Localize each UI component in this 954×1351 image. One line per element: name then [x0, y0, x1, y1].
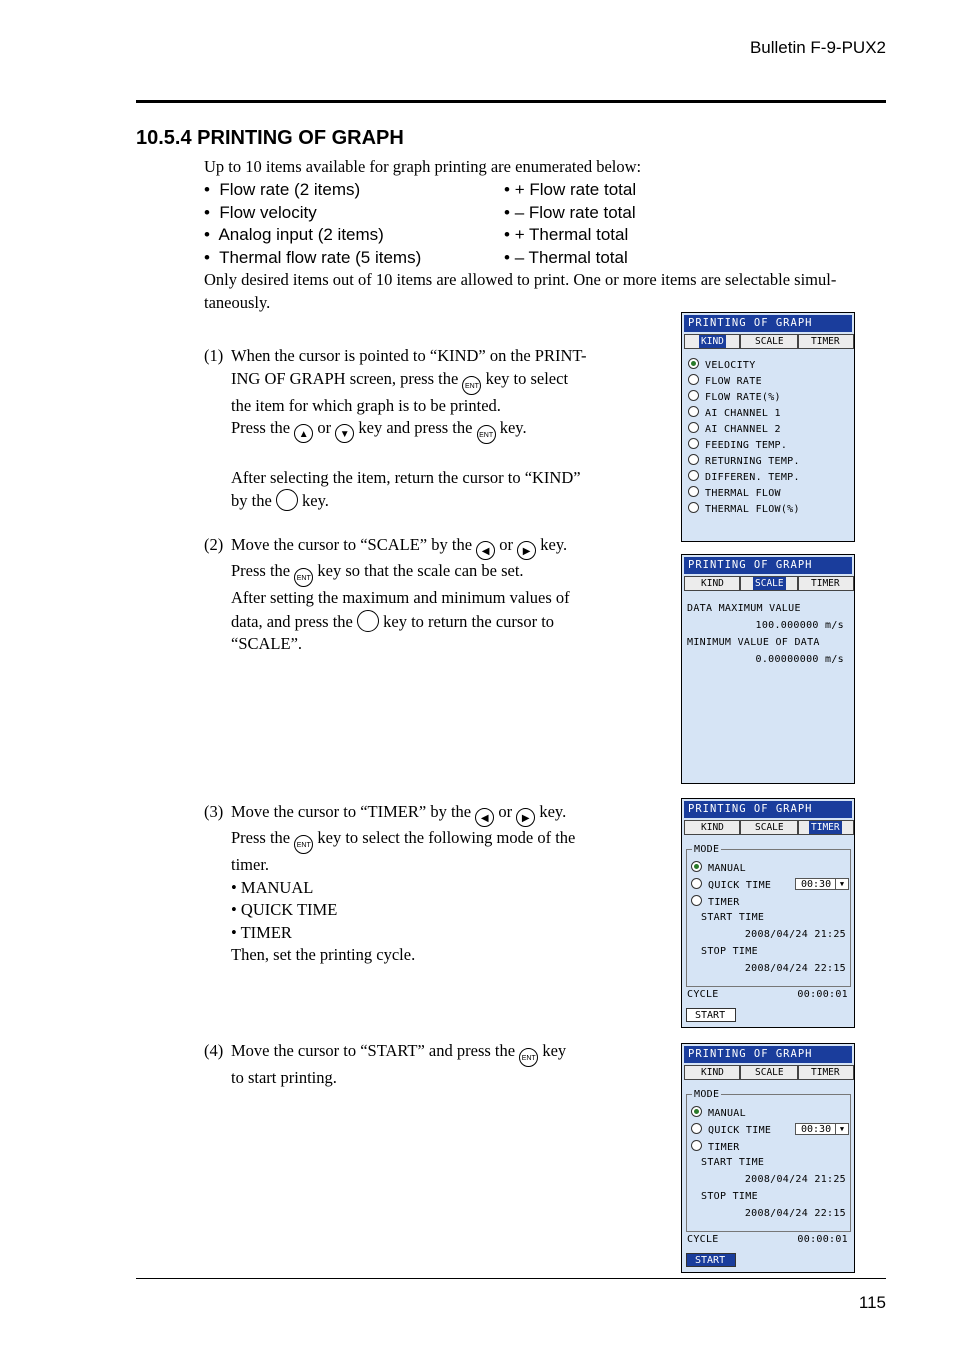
tab-scale[interactable]: SCALE: [740, 1065, 798, 1080]
list-item: • – Thermal total: [504, 247, 628, 267]
list-item: • Analog input (2 items): [204, 225, 384, 244]
stop-time-label: STOP TIME: [701, 946, 758, 957]
right-key-icon: ▶: [517, 541, 536, 560]
down-key-icon: ▼: [335, 424, 354, 443]
mode-group: [686, 844, 851, 987]
radio-icon: [688, 390, 699, 401]
quick-time-select[interactable]: 00:30 ▼: [795, 878, 849, 890]
kind-option[interactable]: [688, 470, 800, 486]
kind-option[interactable]: [688, 358, 800, 374]
ent-key-icon: ENT: [519, 1048, 538, 1067]
tab-timer[interactable]: TIMER: [798, 1065, 854, 1080]
ent-key-icon: ENT: [462, 376, 481, 395]
stop-time-value[interactable]: 2008/04/24 22:15: [744, 1208, 846, 1219]
mode-manual-option[interactable]: MANUAL: [691, 861, 746, 874]
screen-tabs: [684, 334, 852, 349]
up-key-icon: ▲: [294, 424, 313, 443]
tab-timer[interactable]: TIMER: [798, 820, 854, 835]
kind-option-label: AI CHANNEL 2: [705, 424, 781, 435]
ent-key-icon: ENT: [477, 425, 496, 444]
radio-icon: [691, 1123, 702, 1134]
left-key-icon: ◀: [475, 808, 494, 827]
start-time-value[interactable]: 2008/04/24 21:25: [744, 929, 846, 940]
section-heading: 10.5.4 PRINTING OF GRAPH: [136, 127, 404, 149]
kind-option[interactable]: [688, 486, 800, 502]
radio-selected-icon: [688, 358, 699, 369]
radio-icon: [691, 895, 702, 906]
tab-timer[interactable]: TIMER: [798, 334, 854, 349]
selection-note: Only desired items out of 10 items are allowed to print. One or more items are selectable simul- taneously.: [204, 270, 837, 312]
tab-scale[interactable]: SCALE: [740, 820, 798, 835]
start-time-label: START TIME: [701, 1157, 765, 1168]
kind-option[interactable]: [688, 390, 800, 406]
ent-key-icon: ENT: [294, 568, 313, 587]
screen-scale: [681, 554, 855, 784]
start-time-label: START TIME: [701, 912, 765, 923]
screen-title: PRINTING OF GRAPH: [684, 801, 852, 818]
list-item: • Flow velocity: [204, 202, 317, 222]
list-item: • Flow rate (2 items): [204, 180, 361, 199]
radio-icon: [688, 486, 699, 497]
kind-option-label: RETURNING TEMP.: [705, 456, 800, 467]
mode-timer-option[interactable]: TIMER: [691, 895, 740, 908]
mode-group: [686, 1089, 851, 1232]
tab-kind[interactable]: KIND: [684, 1065, 740, 1080]
screen-tabs: [684, 1065, 852, 1080]
kind-option[interactable]: [688, 502, 800, 518]
radio-icon: [688, 374, 699, 385]
stop-time-value[interactable]: 2008/04/24 22:15: [744, 963, 846, 974]
tab-timer[interactable]: TIMER: [798, 576, 854, 591]
mode-quick-option[interactable]: QUICK TIME: [691, 878, 771, 891]
radio-icon: [688, 470, 699, 481]
mode-manual-option[interactable]: MANUAL: [691, 1106, 746, 1119]
radio-selected-icon: [691, 861, 702, 872]
radio-icon: [691, 1140, 702, 1151]
chevron-down-icon: ▼: [835, 879, 848, 889]
tab-scale[interactable]: SCALE: [740, 334, 798, 349]
bottom-rule: [136, 1278, 886, 1279]
data-min-value[interactable]: 0.00000000 m/s: [755, 654, 844, 665]
blank-key-icon: [357, 610, 379, 632]
step-3: (3) Move the cursor to “TIMER” by the ◀ or ▶ key. Press the ENT key to select the following mode of the timer. • MANUAL • QUICK TIME • TIMER Then, set the printing cycle.: [204, 802, 576, 964]
radio-icon: [688, 406, 699, 417]
items-right-list: [504, 179, 636, 269]
radio-icon: [688, 422, 699, 433]
kind-option[interactable]: [688, 422, 800, 438]
start-button[interactable]: START: [686, 1253, 736, 1267]
mode-label: MODE: [694, 844, 720, 855]
screen-start: [681, 1043, 855, 1273]
tab-kind[interactable]: KIND: [684, 576, 740, 591]
ent-key-icon: ENT: [294, 835, 313, 854]
cycle-value[interactable]: 00:00:01: [797, 1234, 848, 1245]
start-button[interactable]: START: [686, 1008, 736, 1022]
cycle-label: CYCLE: [687, 989, 719, 1000]
kind-option-label: FEEDING TEMP.: [705, 440, 788, 451]
screen-tabs: [684, 820, 852, 835]
kind-option[interactable]: [688, 438, 800, 454]
blank-key-icon: [276, 489, 298, 511]
quick-time-select[interactable]: 00:30 ▼: [795, 1123, 849, 1135]
list-item: • + Thermal total: [504, 225, 629, 244]
kind-option-label: DIFFEREN. TEMP.: [705, 472, 800, 483]
kind-option[interactable]: [688, 454, 800, 470]
kind-option-label: THERMAL FLOW(%): [705, 504, 800, 515]
screen-kind: [681, 312, 855, 542]
screen-title: PRINTING OF GRAPH: [684, 557, 852, 574]
screen-tabs: [684, 576, 852, 591]
cycle-label: CYCLE: [687, 1234, 719, 1245]
step-2: (2) Move the cursor to “SCALE” by the ◀ or ▶ key. Press the ENT key so that the scale can be set. After setting the maximum and minimum values of data, and press the key to return the cursor to “SCALE”.: [204, 535, 570, 653]
step-1: (1) When the cursor is pointed to “KIND” on the PRINT- ING OF GRAPH screen, press the ENT key to select the item for which graph is to be printed. Press the ▲ or ▼ key and press the ENT key. After selecting the item, return the cursor to “KIND” by the key.: [204, 346, 587, 510]
step-4: (4) Move the cursor to “START” and press the ENT key to start printing.: [204, 1041, 567, 1087]
list-item: • + Flow rate total: [504, 180, 637, 199]
radio-icon: [691, 878, 702, 889]
kind-option[interactable]: [688, 374, 800, 390]
kind-option-label: THERMAL FLOW: [705, 488, 781, 499]
left-key-icon: ◀: [476, 541, 495, 560]
kind-option[interactable]: [688, 406, 800, 422]
radio-icon: [688, 502, 699, 513]
radio-selected-icon: [691, 1106, 702, 1117]
kind-option-label: FLOW RATE: [705, 376, 762, 387]
cycle-value[interactable]: 00:00:01: [797, 989, 848, 1000]
data-max-label: DATA MAXIMUM VALUE: [687, 603, 801, 614]
chevron-down-icon: ▼: [835, 1124, 848, 1134]
list-item: • Thermal flow rate (5 items): [204, 247, 422, 267]
tab-scale[interactable]: SCALE: [740, 576, 798, 591]
mode-label: MODE: [694, 1089, 720, 1100]
mode-quick-option[interactable]: QUICK TIME: [691, 1123, 771, 1136]
right-key-icon: ▶: [516, 808, 535, 827]
bulletin-id: Bulletin F-9-PUX2: [749, 38, 886, 57]
list-item: • – Flow rate total: [504, 202, 636, 222]
kind-option-label: AI CHANNEL 1: [705, 408, 781, 419]
start-time-value[interactable]: 2008/04/24 21:25: [744, 1174, 846, 1185]
page-number: 115: [858, 1293, 886, 1312]
items-left-list: [204, 179, 421, 269]
data-min-label: MINIMUM VALUE OF DATA: [687, 637, 820, 648]
mode-timer-option[interactable]: TIMER: [691, 1140, 740, 1153]
screen-timer: [681, 798, 855, 1028]
radio-icon: [688, 438, 699, 449]
kind-option-label: VELOCITY: [705, 360, 756, 371]
data-max-value[interactable]: 100.000000 m/s: [755, 620, 844, 631]
screen-title: PRINTING OF GRAPH: [684, 315, 852, 332]
kind-radio-list: [688, 358, 800, 518]
screen-title: PRINTING OF GRAPH: [684, 1046, 852, 1063]
tab-kind[interactable]: KIND: [684, 334, 740, 349]
radio-icon: [688, 454, 699, 465]
tab-kind[interactable]: KIND: [684, 820, 740, 835]
stop-time-label: STOP TIME: [701, 1191, 758, 1202]
intro-text: Up to 10 items available for graph printing are enumerated below:: [204, 157, 642, 176]
top-rule: [136, 100, 886, 103]
kind-option-label: FLOW RATE(%): [705, 392, 781, 403]
